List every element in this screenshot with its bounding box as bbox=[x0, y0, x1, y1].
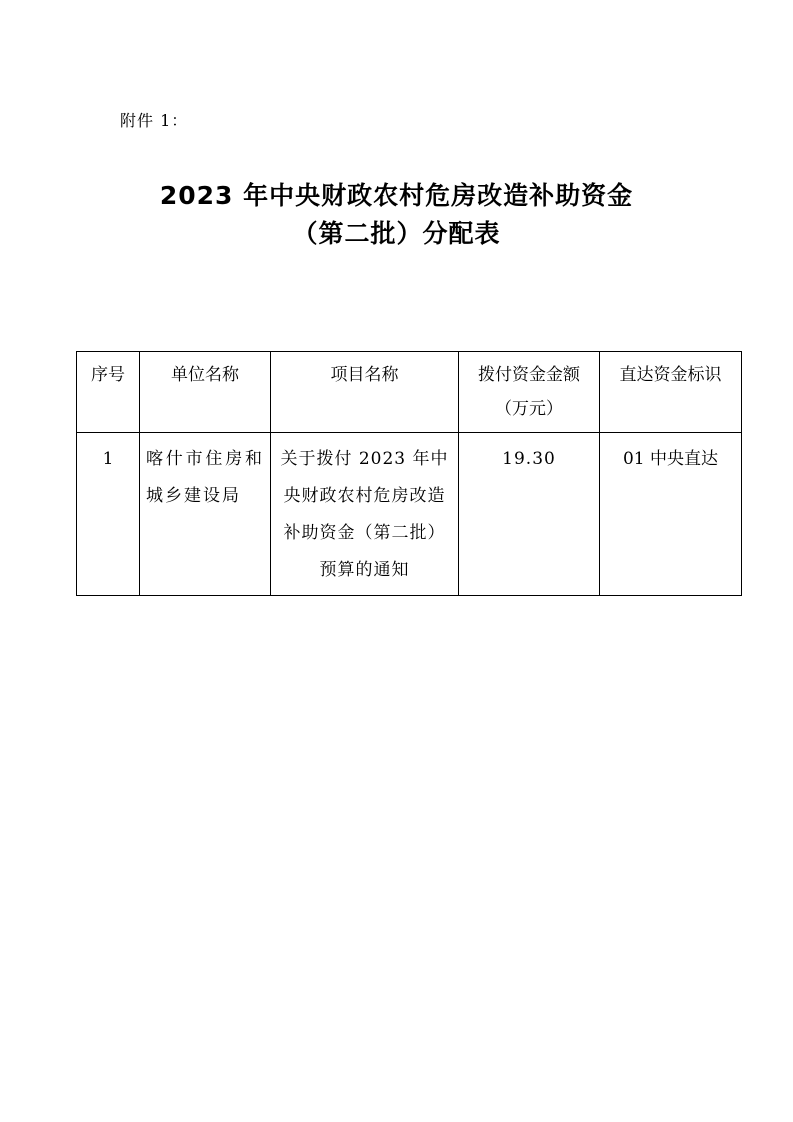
cell-amount: 19.30 bbox=[459, 433, 600, 596]
header-unit-name: 单位名称 bbox=[140, 352, 271, 433]
attachment-label: 附件 1： bbox=[120, 111, 189, 130]
header-direct-fund-flag: 直达资金标识 bbox=[600, 352, 742, 433]
cell-direct-fund-flag: 01 中央直达 bbox=[600, 433, 742, 596]
document-title-line-2: （第二批）分配表 bbox=[292, 219, 501, 248]
table-header-row bbox=[77, 352, 742, 433]
header-seq: 序号 bbox=[77, 352, 140, 433]
header-project-name: 项目名称 bbox=[271, 352, 459, 433]
allocation-table bbox=[76, 351, 742, 596]
cell-seq: 1 bbox=[77, 433, 140, 596]
cell-unit-name: 喀什市住房和城乡建设局 bbox=[140, 433, 271, 596]
document-title-line-1: 2023 年中央财政农村危房改造补助资金 bbox=[159, 181, 634, 210]
table-row bbox=[77, 433, 742, 596]
cell-project-name: 关于拨付 2023 年中央财政农村危房改造补助资金（第二批）预算的通知 bbox=[271, 433, 459, 596]
header-amount: 拨付资金金额（万元） bbox=[459, 352, 600, 433]
